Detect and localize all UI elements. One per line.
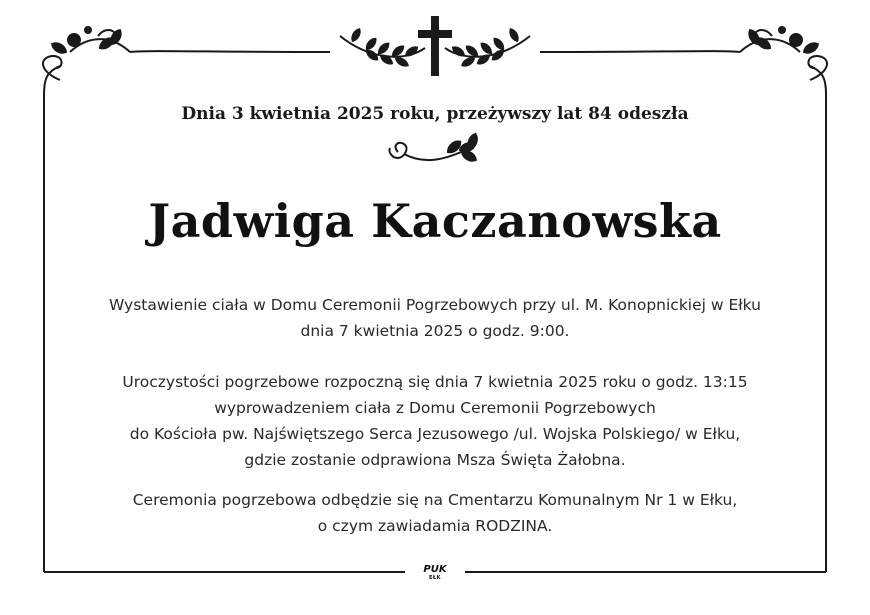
paragraph-line: o czym zawiadamia RODZINA.	[317, 517, 553, 535]
deceased-name: Jadwiga Kaczanowska	[148, 194, 722, 248]
paragraph-line: gdzie zostanie odprawiona Msza Święta Żałobna.	[244, 451, 626, 469]
cross-with-olive-branches-icon	[340, 16, 530, 76]
paragraph-burial	[0, 487, 870, 539]
logo-sub-text: EŁK	[428, 575, 441, 581]
paragraph-line: do Kościoła pw. Najświętszego Serca Jezusowego /ul. Wojska Polskiego/ w Ełku,	[129, 425, 741, 443]
logo-main-text: PUK	[423, 564, 447, 575]
paragraph-ceremony	[0, 369, 870, 473]
olive-branch-divider-icon	[389, 133, 479, 164]
corner-flourish-left-icon	[43, 27, 130, 95]
intro-line: Dnia 3 kwietnia 2025 roku, przeżywszy lat 84 odeszła	[181, 104, 689, 124]
paragraph-line: wyprowadzeniem ciała z Domu Ceremonii Pogrzebowych	[214, 399, 656, 417]
paragraph-line: dnia 7 kwietnia 2025 o godz. 9:00.	[300, 322, 570, 340]
paragraph-line: Wystawienie ciała w Domu Ceremonii Pogrzebowych przy ul. M. Konopnickiej w Ełku	[108, 296, 761, 314]
paragraph-viewing	[0, 292, 870, 344]
paragraph-line: Ceremonia pogrzebowa odbędzie się na Cmentarzu Komunalnym Nr 1 w Ełku,	[132, 491, 738, 509]
paragraph-line: Uroczystości pogrzebowe rozpoczną się dnia 7 kwietnia 2025 roku o godz. 13:15	[122, 373, 748, 391]
corner-flourish-right-icon	[740, 27, 827, 95]
puk-logo	[412, 564, 458, 581]
